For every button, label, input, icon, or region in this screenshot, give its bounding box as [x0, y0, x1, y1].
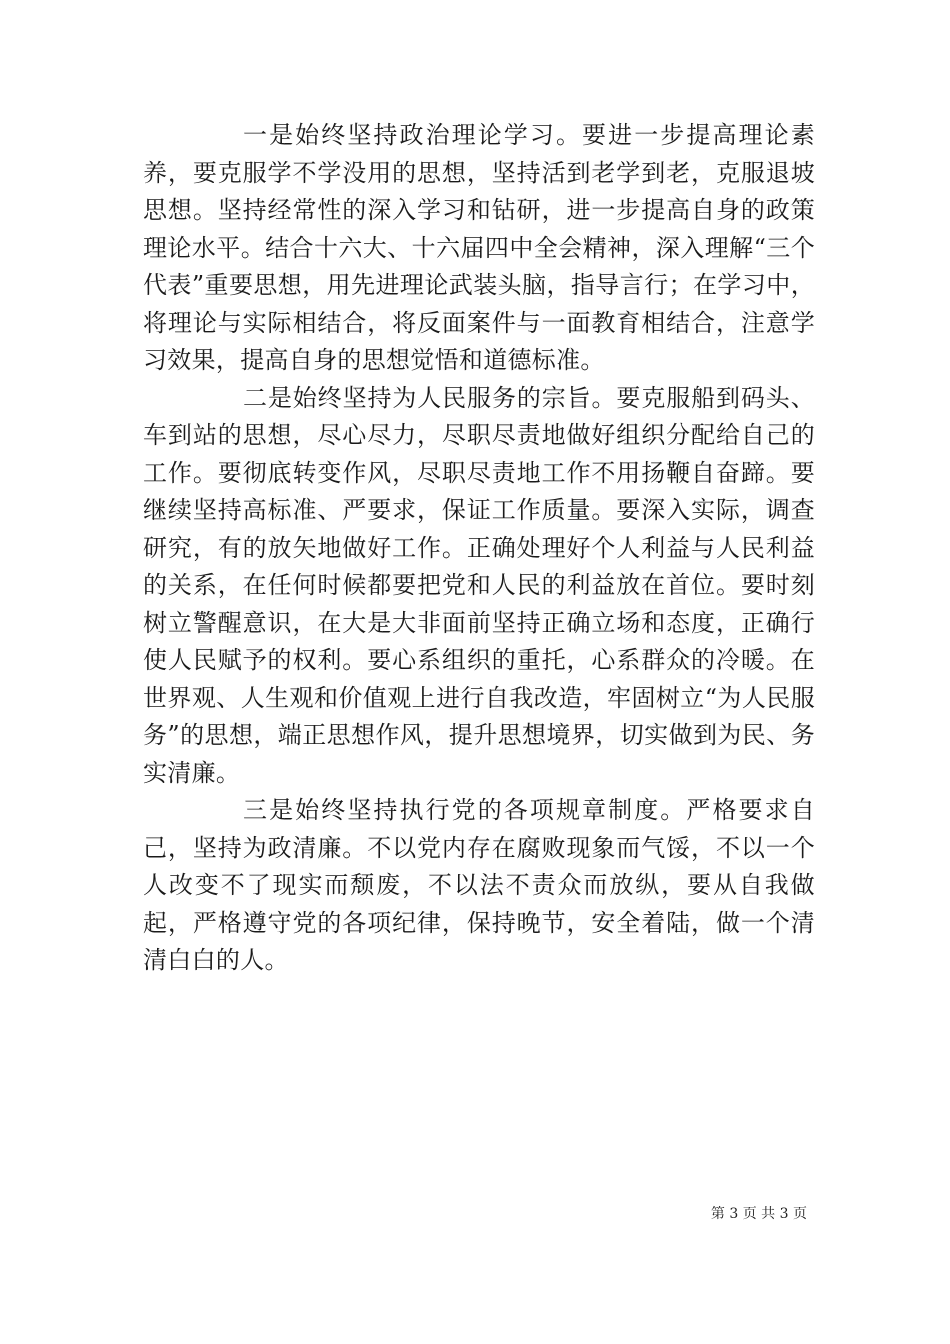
paragraph-2: 二是始终坚持为人民服务的宗旨。要克服船到码头、车到站的思想，尽心尽力，尽职尽责地做好组织分配给自己的工作。要彻底转变作风，尽职尽责地工作不用扬鞭自奋蹄。要继续坚持高标准、严要求，保证工作质量。要深入实际，调查研究，有的放矢地做好工作。正确处理好个人利益与人民利益的关系，在任何时候都要把党和人民的利益放在首位。要时刻树立警醒意识，在大是大非面前坚持正确立场和态度，正确行使人民赋予的权利。要心系组织的重托，心系群众的冷暖。在世界观、人生观和价值观上进行自我改造，牢固树立“为人民服务”的思想，端正思想作风，提升思想境界，切实做到为民、务实清廉。	[143, 383, 815, 787]
paragraph-3: 三是始终坚持执行党的各项规章制度。严格要求自己，坚持为政清廉。不以党内存在腐败现象而气馁，不以一个人改变不了现实而颓废，不以法不责众而放纵，要从自我做起，严格遵守党的各项纪律，保持晚节，安全着陆，做一个清清白白的人。	[143, 796, 815, 974]
document-body	[143, 117, 815, 980]
paragraph-1: 一是始终坚持政治理论学习。要进一步提高理论素养，要克服学不学没用的思想，坚持活到老学到老，克服退坡思想。坚持经常性的深入学习和钻研，进一步提高自身的政策理论水平。结合十六大、十六届四中全会精神，深入理解“三个代表”重要思想，用先进理论武装头脑，指导言行；在学习中，将理论与实际相结合，将反面案件与一面教育相结合，注意学习效果，提高自身的思想觉悟和道德标准。	[143, 121, 815, 374]
page-number-footer: 第 3 页 共 3 页	[710, 1206, 807, 1222]
